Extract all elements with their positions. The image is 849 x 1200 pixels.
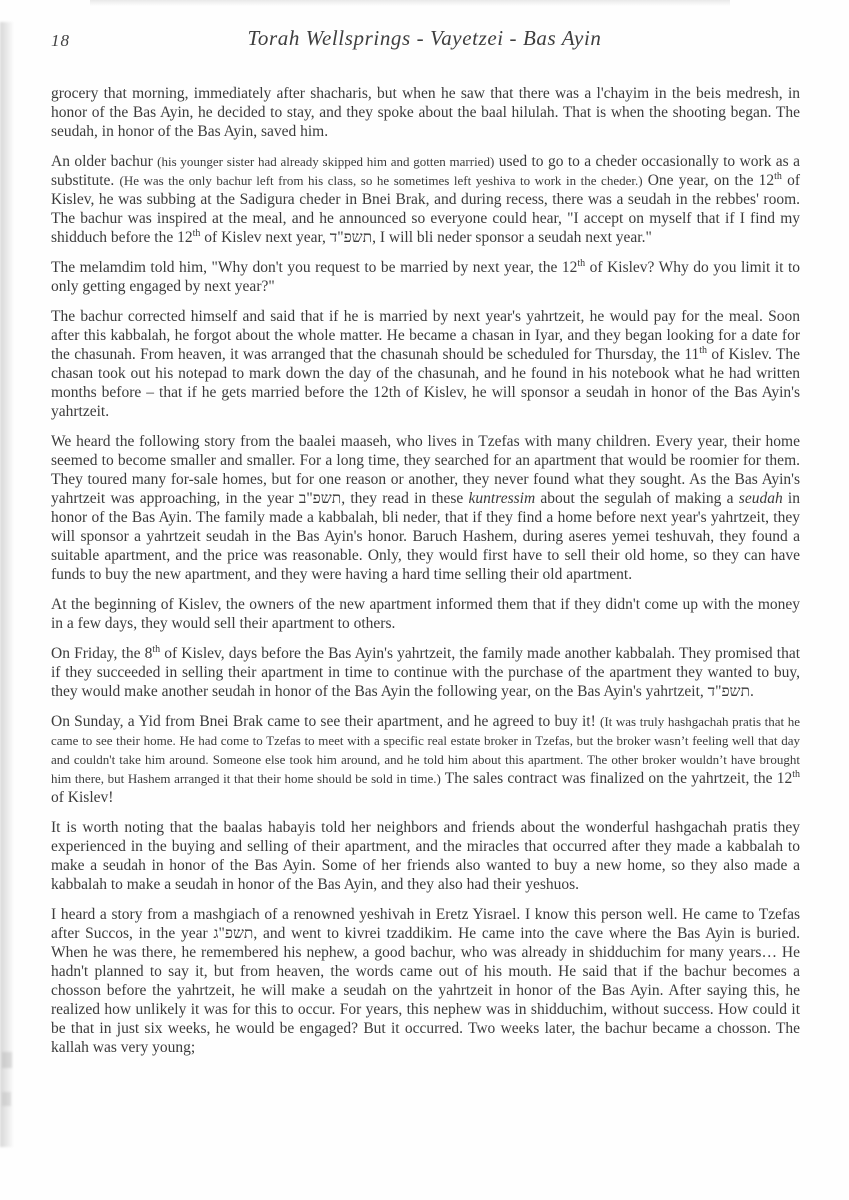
text-run: , they read in these	[341, 490, 469, 507]
text-run: th	[152, 643, 161, 655]
paragraph-5	[51, 432, 800, 584]
text-run: of Kislev. The chasan took out his notepad to mark down the day of the chasunah, and he found in his notebook what he had written months before – that if he gets married before the 12th of Kislev, he will sponsor a seudah in honor of the Bas Ayin's yahrtzeit.	[51, 346, 800, 420]
text-run: One year, on the 12	[642, 172, 775, 189]
text-run: th	[699, 344, 708, 356]
text-run: The melamdim told him, "Why don't you request to be married by next year, the 12	[51, 259, 578, 276]
text-run: , I will bli neder sponsor a seudah next year."	[372, 229, 652, 246]
paragraph-2	[51, 152, 800, 247]
text-run: (It was truly hashgachah pratis that he came to see their home. He had come to Tzefas to meet with a specific real estate broker in Tzefas, but the broker wasn’t feeling well that day and couldn't take him around. Someone else took him around, and he told him about this apartment. The other broker wouldn’t have brought him there, but Hashem arranged it that their home should be sold in time.)	[51, 714, 800, 786]
scan-smudge-top	[90, 0, 730, 6]
text-run: kuntressim	[468, 490, 536, 507]
text-run: seudah	[738, 490, 783, 507]
paragraph-10	[51, 905, 800, 1057]
page-number: 18	[51, 31, 70, 50]
text-run: (He was the only bachur left from his class, so he sometimes left yeshiva to work in the cheder.)	[119, 173, 643, 188]
paragraph-7	[51, 644, 800, 701]
text-run: th	[577, 257, 586, 269]
text-run: On Friday, the 8	[51, 645, 153, 662]
text-run: th	[792, 768, 800, 780]
text-run: At the beginning of Kislev, the owners of the new apartment informed them that if they didn't come up with the money in a few days, they would sell their apartment to others.	[51, 596, 800, 632]
hebrew-year: תשפ"ד	[707, 683, 750, 700]
text-run: The bachur corrected himself and said that if he is married by next year's yahrtzeit, he would pay for the meal. Soon after this kabbalah, he forgot about the whole matter. He became a chasan in Iyar, and they began looking for a date for the chasunah. From heaven, it was arranged that the chasunah should be scheduled for Thursday, the 11	[51, 308, 800, 363]
text-run: I heard a story from a mashgiach of a renowned yeshivah in Eretz Yisrael. I know this person well. He came to Tzefas after Succos, in the year	[51, 906, 800, 942]
text-run: in honor of the Bas Ayin. The family made a kabbalah, bli neder, that if they find a home before next year's yahrtzeit, they will sponsor a yahrtzeit seudah in the Bas Ayin's honor. Baruch Hashem, during aseres yemei teshuvah, they found a suitable apartment, and the price was reasonable. Only, they would first have to sell their old home, so they can have funds to buy the new apartment, and they were having a hard time selling their old apartment.	[51, 490, 800, 583]
text-run: .	[750, 683, 754, 700]
text-run: An older bachur	[51, 153, 158, 170]
paragraph-1	[51, 84, 800, 141]
text-run: of Kislev, he was subbing at the Sadigura cheder in Bnei Brak, and during recess, there was a seudah in the rebbes' room. The bachur was inspired at the meal, and he announced so everyone could hear, "I accept on myself that if I find my shidduch before the 12	[51, 172, 801, 246]
page-body	[51, 84, 800, 1068]
scan-shadow-left	[0, 22, 14, 1147]
text-run: It is worth noting that the baalas habayis told her neighbors and friends about the wonderful hashgachah pratis they experienced in the buying and selling of their apartment, and the miracles that occurred after they made a kabbalah to make a seudah in honor of the Bas Ayin. Some of her friends also wanted to buy a new home, so they also made a kabbalah to make a seudah in honor of the Bas Ayin, and they also had their yeshuos.	[51, 819, 800, 893]
text-run: used to go to a cheder occasionally to work as a substitute.	[51, 153, 800, 189]
text-run: grocery that morning, immediately after shacharis, but when he saw that there was a l'chayim in the beis medresh, in honor of the Bas Ayin, he decided to stay, and they spoke about the baal hilulah. That is when the shooting began. The seudah, in honor of the Bas Ayin, saved him.	[51, 85, 800, 140]
page-title: Torah Wellsprings - Vayetzei - Bas Ayin	[247, 26, 602, 50]
text-run: On Sunday, a Yid from Bnei Brak came to see their apartment, and he agreed to buy it!	[51, 713, 600, 730]
text-run: about the segulah of making a	[535, 490, 739, 507]
text-run: of Kislev, days before the Bas Ayin's yahrtzeit, the family made another kabbalah. They promised that if they succeeded in selling their apartment in time to continue with the purchase of the apartment they wanted to buy, they would make another seudah in honor of the Bas Ayin the following year, on the Bas Ayin's yahrtzeit,	[51, 645, 801, 700]
paragraph-3	[51, 258, 800, 296]
text-run: (his younger sister had already skipped him and gotten married)	[157, 154, 495, 169]
text-run: of Kislev!	[51, 789, 114, 806]
hebrew-year: תשפ"ב	[298, 490, 342, 507]
page-header	[0, 26, 849, 60]
text-run: of Kislev? Why do you limit it to only getting engaged by next year?"	[51, 259, 801, 295]
scan-artifact	[2, 1052, 12, 1068]
paragraph-9	[51, 818, 800, 894]
paragraph-6	[51, 595, 800, 633]
paragraph-8	[51, 712, 800, 807]
text-run: , and went to kivrei tzaddikim. He came into the cave where the Bas Ayin is buried. When he was there, he remembered his nephew, a good bachur, who was already in shidduchim for many years… He hadn't planned to say it, but from heaven, the words came out of his mouth. He said that if the bachur becomes a chosson before the yahrtzeit, he will make a seudah on the yahrtzeit in honor of the Bas Ayin. After saying this, he realized how unlikely it was for this to occur. For years, this nephew was in shidduchim, without success. How could it be that in just six weeks, he would be engaged? But it occurred. Two weeks later, the bachur became a chosson. The kallah was very young;	[51, 925, 800, 1056]
hebrew-year: תשפ"ד	[329, 229, 373, 246]
hebrew-year: תשפ"ג	[213, 925, 254, 942]
text-run: th	[192, 227, 201, 239]
text-run: th	[774, 170, 782, 182]
paragraph-4	[51, 307, 800, 421]
text-run: The sales contract was finalized on the yahrtzeit, the 12	[440, 770, 793, 787]
text-run: of Kislev next year,	[200, 229, 330, 246]
text-run: We heard the following story from the baalei maaseh, who lives in Tzefas with many children. Every year, their home seemed to become smaller and smaller. For a long time, they searched for an apartment that would be roomier for them. They toured many for-sale homes, but for one reason or another, they never found what they sought. As the Bas Ayin's yahrtzeit was approaching, in the year	[51, 433, 800, 507]
scan-artifact	[2, 1092, 11, 1106]
